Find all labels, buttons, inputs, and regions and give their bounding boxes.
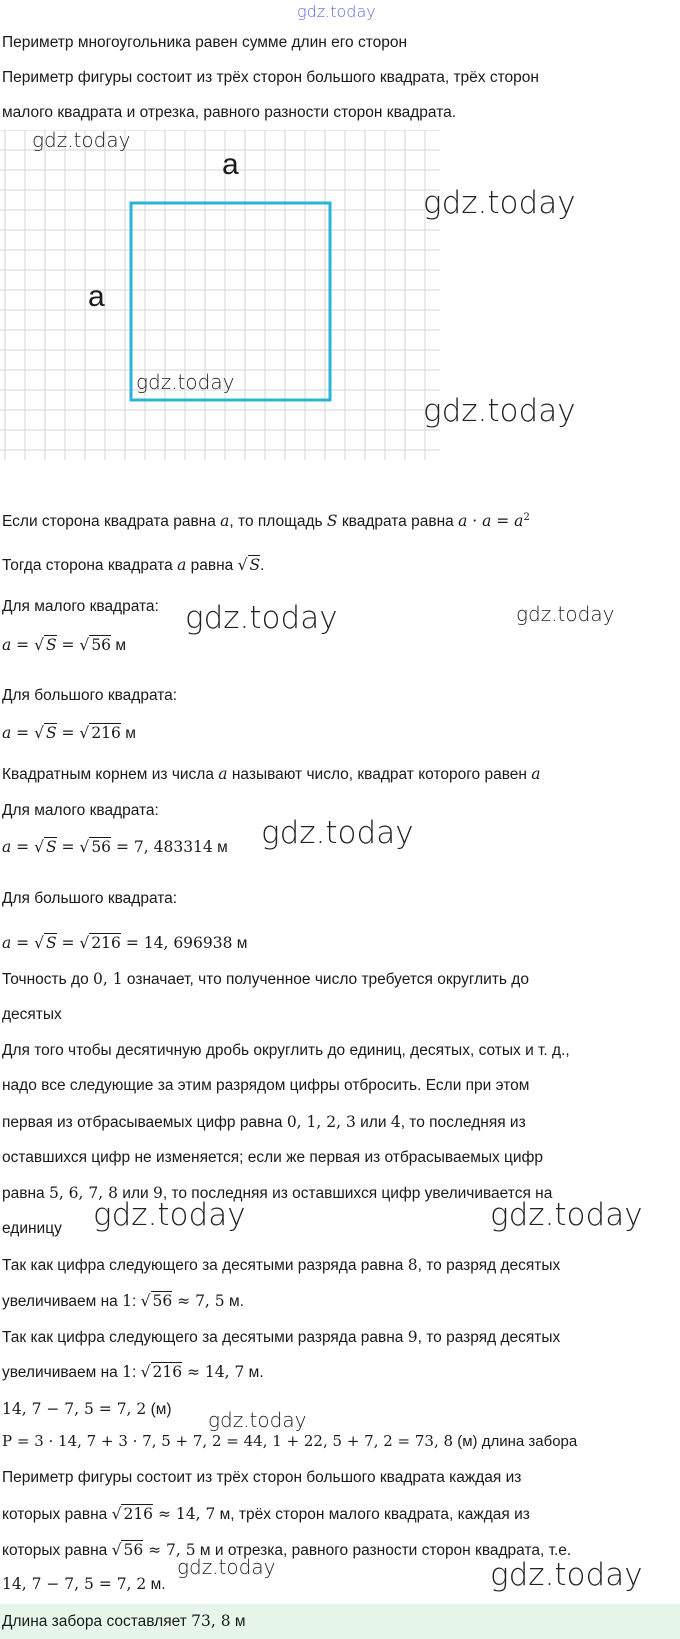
- text-line-20: оставшихся цифр не изменяется; если же первая из отбрасываемых цифр: [2, 1149, 543, 1166]
- text-line-17: Для того чтобы десятичную дробь округлить до единиц, десятых, сотых и т. д.,: [2, 1042, 570, 1059]
- watermark: gdz.today: [185, 600, 338, 636]
- text-line-15: Точность до 0, 1 означает, что полученное число требуется округлить до: [2, 970, 529, 988]
- figure-label-left: a: [88, 280, 105, 313]
- text-line-21: равна 5, 6, 7, 8 или 9, то последняя из оставшихся цифр увеличивается на: [2, 1184, 553, 1202]
- text-line-11: Для малого квадрата:: [2, 802, 159, 819]
- watermark: gdz.today: [261, 815, 414, 851]
- text-line-31: которых равна √ 56 ≈ 7, 5 м и отрезка, равного разности сторон квадрата, т.е.: [2, 1541, 572, 1559]
- text-line-4: Если сторона квадрата равна a, то площадь S квадрата равна $a \cdot a = a^2$: [2, 512, 530, 531]
- text-line-3: малого квадрата и отрезка, равного разности сторон квадрата.: [2, 104, 457, 121]
- text-line-24: увеличиваем на 1: √ 56 ≈ 7, 5 м.: [2, 1292, 244, 1310]
- text-line-27: 14, 7 − 7, 5 = 7, 2 (м): [2, 1400, 172, 1418]
- text-line-22: единицу: [2, 1220, 62, 1237]
- text-line-19: первая из отбрасываемых цифр равна 0, 1, 2, 3 или 4, то последняя из: [2, 1113, 526, 1131]
- watermark: gdz.today: [208, 1408, 307, 1432]
- text-line-30: которых равна √ 216 ≈ 14, 7 м, трёх сторон малого квадрата, каждая из: [2, 1505, 530, 1523]
- watermark: gdz.today: [93, 1197, 246, 1233]
- text-line-10: Квадратным корнем из числа a называют число, квадрат которого равен a: [2, 765, 541, 783]
- watermark: gdz.today: [423, 393, 576, 429]
- watermark: gdz.today: [516, 602, 615, 626]
- text-line-32: 14, 7 − 7, 5 = 7, 2 м.: [2, 1575, 166, 1593]
- text-line-2: Периметр фигуры состоит из трёх сторон большого квадрата, трёх сторон: [2, 69, 539, 86]
- text-line-13: Для большого квадрата:: [2, 890, 178, 907]
- text-line-25: Так как цифра следующего за десятыми разряда равна 9, то разряд десятых: [2, 1328, 561, 1346]
- text-line-9: a = √ S = √ 216 м: [2, 724, 136, 742]
- watermark: gdz.today: [490, 1197, 643, 1233]
- watermark-top: gdz.today: [297, 2, 376, 21]
- watermark: gdz.today: [32, 128, 131, 152]
- text-line-28: P = 3 · 14, 7 + 3 · 7, 5 + 7, 2 = 44, 1 + 22, 5 + 7, 2 = 73, 8 (м) длина забора: [2, 1432, 578, 1450]
- watermark: gdz.today: [136, 370, 235, 394]
- watermark: gdz.today: [490, 1557, 643, 1593]
- text-line-26: увеличиваем на 1: √ 216 ≈ 14, 7 м.: [2, 1363, 264, 1381]
- square-figure: [0, 130, 440, 460]
- text-line-18: надо все следующие за этим разрядом цифры отбросить. Если при этом: [2, 1077, 530, 1094]
- figure-label-top: a: [222, 148, 239, 181]
- text-line-1: Периметр многоугольника равен сумме длин его сторон: [2, 34, 408, 51]
- text-line-16: десятых: [2, 1006, 62, 1023]
- text-line-7: a = √ S = √ 56 м: [2, 636, 127, 654]
- text-line-14: a = √ S = √ 216 = 14, 696938 м: [2, 934, 248, 952]
- text-line-29: Периметр фигуры состоит из трёх сторон большого квадрата каждая из: [2, 1469, 522, 1486]
- text-line-23: Так как цифра следующего за десятыми разряда равна 8, то разряд десятых: [2, 1256, 561, 1274]
- answer-line: Длина забора составляет 73, 8 м: [2, 1612, 246, 1630]
- watermark: gdz.today: [177, 1555, 276, 1579]
- text-line-12: a = √ S = √ 56 = 7, 483314 м: [2, 838, 228, 856]
- text-line-5: Тогда сторона квадрата a равна √ S.: [2, 556, 265, 574]
- text-line-8: Для большого квадрата:: [2, 687, 178, 704]
- text-line-6: Для малого квадрата:: [2, 598, 159, 615]
- watermark: gdz.today: [423, 185, 576, 221]
- grid-lines: [0, 130, 440, 460]
